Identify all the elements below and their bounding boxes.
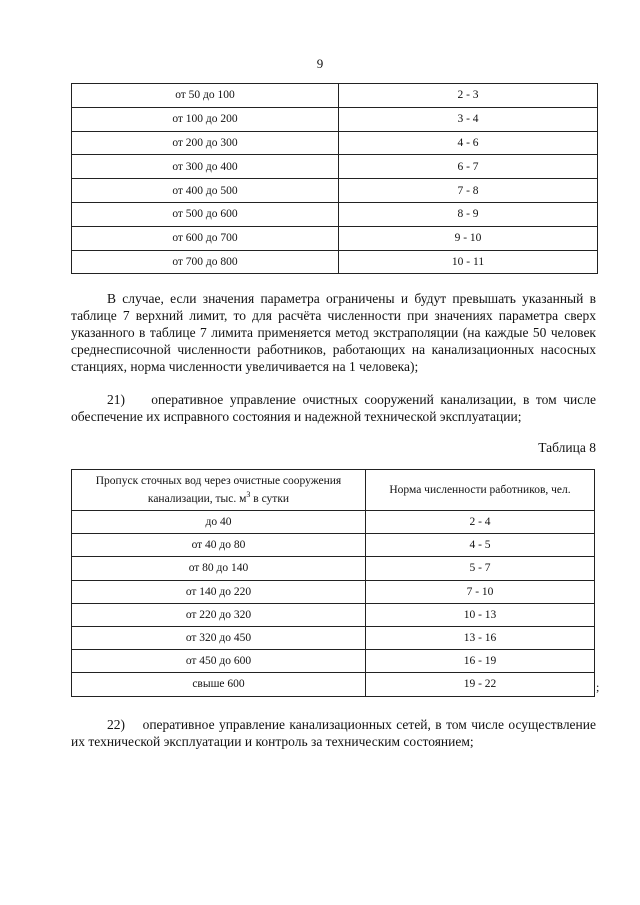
table-cell: 8 - 9	[339, 202, 598, 226]
table-cell: от 400 до 500	[72, 179, 339, 203]
table-row	[72, 650, 595, 673]
table-row	[72, 603, 595, 626]
table-row	[72, 557, 595, 580]
table-cell: 10 - 11	[339, 250, 598, 274]
table-row	[72, 107, 598, 131]
table-cell: от 80 до 140	[72, 557, 366, 580]
table-cell: 10 - 13	[366, 603, 595, 626]
table-8-body	[72, 511, 595, 697]
table-cell: 2 - 3	[339, 84, 598, 108]
header-line: в сутки	[250, 492, 290, 505]
table-7-body	[72, 84, 598, 274]
table-cell: 13 - 16	[366, 626, 595, 649]
table-row	[72, 179, 598, 203]
header-line: канализации, тыс. м	[147, 492, 247, 505]
table-8-trailing-semicolon: ;	[596, 680, 600, 694]
list-item-22: 22) оперативное управление канализационных сетей, в том числе осуществление их технической эксплуатации и контроль за техническим состоянием;	[71, 717, 596, 749]
table-cell: от 600 до 700	[72, 226, 339, 250]
table-row	[72, 673, 595, 696]
table-cell: от 300 до 400	[72, 155, 339, 179]
table-8	[71, 469, 595, 697]
table-cell: от 450 до 600	[72, 650, 366, 673]
superscript: 3	[246, 490, 251, 500]
paragraph-extrapolation: В случае, если значения параметра ограничены и будут превышать указанный в таблице 7 верхний лимит, то для расчёта численности при значениях параметра сверх указанного в таблице 7 лимита применяется метод экстраполяции (на каждые 50 человек среднесписочной численности работников, работающих на канализационных насосных станциях, норма численности увеличивается на 1 человека);	[71, 291, 596, 374]
table-row	[72, 534, 595, 557]
table-cell: от 50 до 100	[72, 84, 339, 108]
table-row	[72, 511, 595, 534]
table-row	[72, 84, 598, 108]
table-cell: свыше 600	[72, 673, 366, 696]
table-cell: 4 - 6	[339, 131, 598, 155]
table-row	[72, 626, 595, 649]
table-cell: от 140 до 220	[72, 580, 366, 603]
table-header-row	[72, 470, 595, 511]
table-cell: 7 - 8	[339, 179, 598, 203]
table-7-continuation	[71, 83, 598, 274]
table-cell: 6 - 7	[339, 155, 598, 179]
table-row	[72, 131, 598, 155]
table-row	[72, 226, 598, 250]
table-cell: от 700 до 800	[72, 250, 339, 274]
table-cell: от 100 до 200	[72, 107, 339, 131]
table-cell: 2 - 4	[366, 511, 595, 534]
table-cell: от 200 до 300	[72, 131, 339, 155]
table-cell: от 40 до 80	[72, 534, 366, 557]
table-cell: 4 - 5	[366, 534, 595, 557]
table-cell: 19 - 22	[366, 673, 595, 696]
table-8-header	[72, 470, 595, 511]
table-row	[72, 250, 598, 274]
table-cell: до 40	[72, 511, 366, 534]
table-header-staff-norm: Норма численности работников, чел.	[366, 470, 595, 511]
page-number: 9	[316, 56, 324, 71]
table-cell: 3 - 4	[339, 107, 598, 131]
table-cell: 16 - 19	[366, 650, 595, 673]
table-cell: 9 - 10	[339, 226, 598, 250]
table-row	[72, 580, 595, 603]
table-cell: 7 - 10	[366, 580, 595, 603]
table-cell: от 320 до 450	[72, 626, 366, 649]
table-header-throughput	[72, 470, 366, 511]
table-row	[72, 202, 598, 226]
table-cell: 5 - 7	[366, 557, 595, 580]
table-row	[72, 155, 598, 179]
header-line: Пропуск сточных вод через очистные сооружения	[95, 475, 342, 488]
table-cell: от 500 до 600	[72, 202, 339, 226]
table-cell: от 220 до 320	[72, 603, 366, 626]
list-item-21: 21) оперативное управление очистных сооружений канализации, в том числе обеспечение их исправного состояния и надежной технической эксплуатации;	[71, 392, 596, 424]
table-8-caption: Таблица 8	[538, 440, 596, 455]
